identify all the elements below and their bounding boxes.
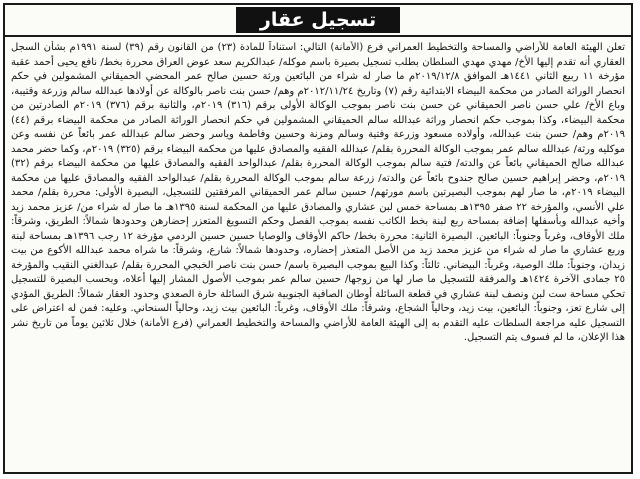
property-registration-notice bbox=[3, 3, 633, 474]
notice-body: تعلن الهيئة العامة للأراضي والمساحة والتخطيط العمراني فرع (الأمانة) التالي: استناداً للمادة (٢٣) من القانون رقم (٣٩) لسنة ١٩٩١م بشأن السجل العقاري أنه تقدم إليها الأخ/ مهدي مهدي السلطان بطلب تسجيل بصيرة باسم موكله/ عبدالكريم سعد عوض العراق محررة بخط/ نافع يحيى أحمد عقبة مؤرخة ١١ ربيع الثاني ١٤٤١هـ الموافق ٢٠١٩/١٢/٨م ما صار له شراء من البائعين ورثة حسين صالح عمر المحضي الحميقاني المشمولين في حكم انحصار الوراثة الصادر من محكمة البيضاء الابتدائية رقم (٧) وتاريخ ٢٠١٢/١١/٢٤م وهم/ حسن بنت ناصر بالوكالة عن أولادها عبدالله سالم وزرعة وقتيبة، وباع الأخ/ علي حسن ناصر الحميقاني عن حسن بنت ناصر بموجب الوكالة الأولى برقم (٣١٦) ٢٠١٩م، والثانية برقم (٣٧٦) ٢٠١٩م الصادرتين من محكمة البيضاء، وكذا بموجب حكم انحصار وراثة عبدالله سالم الحميقاني المشمولين في حكم انحصار الوراثة الصادر من محكمة البيضاء برقم (٤٤) ٢٠١٩م وهم/ حسن بنت عبدالله، وأولاده مسعود وزرعة وفتية وسالم ومزنة وحسين وفاطمة وياسر وحضر سالم عبدالله عمر بائعاً عن نفسه وعن موكليه ورثة/ عبدالله سالم عمر بموجب الوكالة المحررة بقلم/ عبدالله الفقيه والمصادق عليها من محكمة البيضاء برقم (٣٢٥) ٢٠١٩م، وكما حضر محمد عبدالله صالح الحميقاني بائعاً عن والدته/ فتية سالم بموجب الوكالة المحررة بقلم/ عبدالواحد الفقيه والمصادق عليها من محكمة البيضاء برقم (٣٢) ٢٠١٩م، وحضر إبراهيم حسين صالح جندوح بائعاً عن والدته/ زرعة سالم بموجب الوكالة المحررة بقلم/ عبدالواحد الفقيه والمصادق عليها من محكمة البيضاء ٢٠١٩م، ما صار لهم بموجب البصيرتين باسم مورثهم/ حسين سالم عمر الحميقاني المرفقتين للتسجيل، البصيرة الأولى: محررة بقلم/ محمد علي الأنسي، والمؤرخة ٢٢ صفر ١٣٩٥هـ بمساحة خمس لبن عشاري والمصادق عليها من المحكمة لسنة ١٣٩٥هـ ما صار له شراء من/ عزيز محمد زيد وأخيه عبدالله وبأسفلها إضافة بمساحة ربع لبنة بخط الكاتب نفسه بموجب الفصل وحكم التسويغ المتعزر إحضارهن وحدودها شمالاً: الطريق، وشرقاً: ملك الأوقاف، وغرباً وجنوباً: البائعين. البصيرة الثانية: محررة بخط/ حاكم الأوقاف والوصايا حسين حسين الردمي مؤرخة ١٢ رجب ١٣٩٦هـ بمساحة لبنة وربع عشاري ما صار له شراء من عزيز محمد زيد من الأصل المتعذر إحضاره، وحدودها شمالاً: شارع، وشرقاً: ما شراه محمد عبدالله الأكوع من بيت زيدان، وجنوباً: ملك الوصية، وغرباً: البيضاني. ثالثاً: وكذا البيع بموجب البصيرة باسم/ حسن بنت ناصر الخبجي المحررة بقلم/ عبدالغني النقيب والمؤرخة ٢٥ جمادى الآخرة ١٤٢٤هـ والمرفقة للتسجيل ما صار لها من زوجها/ حسين سالم عمر بموجب الأصول المشار إليها أعلاه، وبحسب البصيرة للتسجيل تحكي مساحة ست لبن ونصف لبنة عشاري في قطعة السائلة أوطان الصافية الجنوبية شرق السائلة حارة الصعدي وحدود العقار شمالاً: الطريق المؤدي إلى شارع تعز، وجنوباً: البائعين، بيت زيد، وحالياً الشجاع، وشرقاً: ملك الأوقاف، وغرباً: البائعين بيت زيد، وحالياً السنحاني. وعليه: فمن له اعتراض على التسجيل عليه مراجعة السلطات عليه التقدم به إلى الهيئة العامة للأراضي والمساحة والتخطيط العمراني (فرع الأمانة) خلال ثلاثين يوماً من تاريخ نشر هذا الإعلان، ما لم فسوف يتم التسجيل. bbox=[11, 42, 625, 343]
header-divider bbox=[5, 35, 631, 37]
notice-title: تسجيل عقار bbox=[236, 7, 400, 33]
notice-header bbox=[5, 5, 631, 35]
